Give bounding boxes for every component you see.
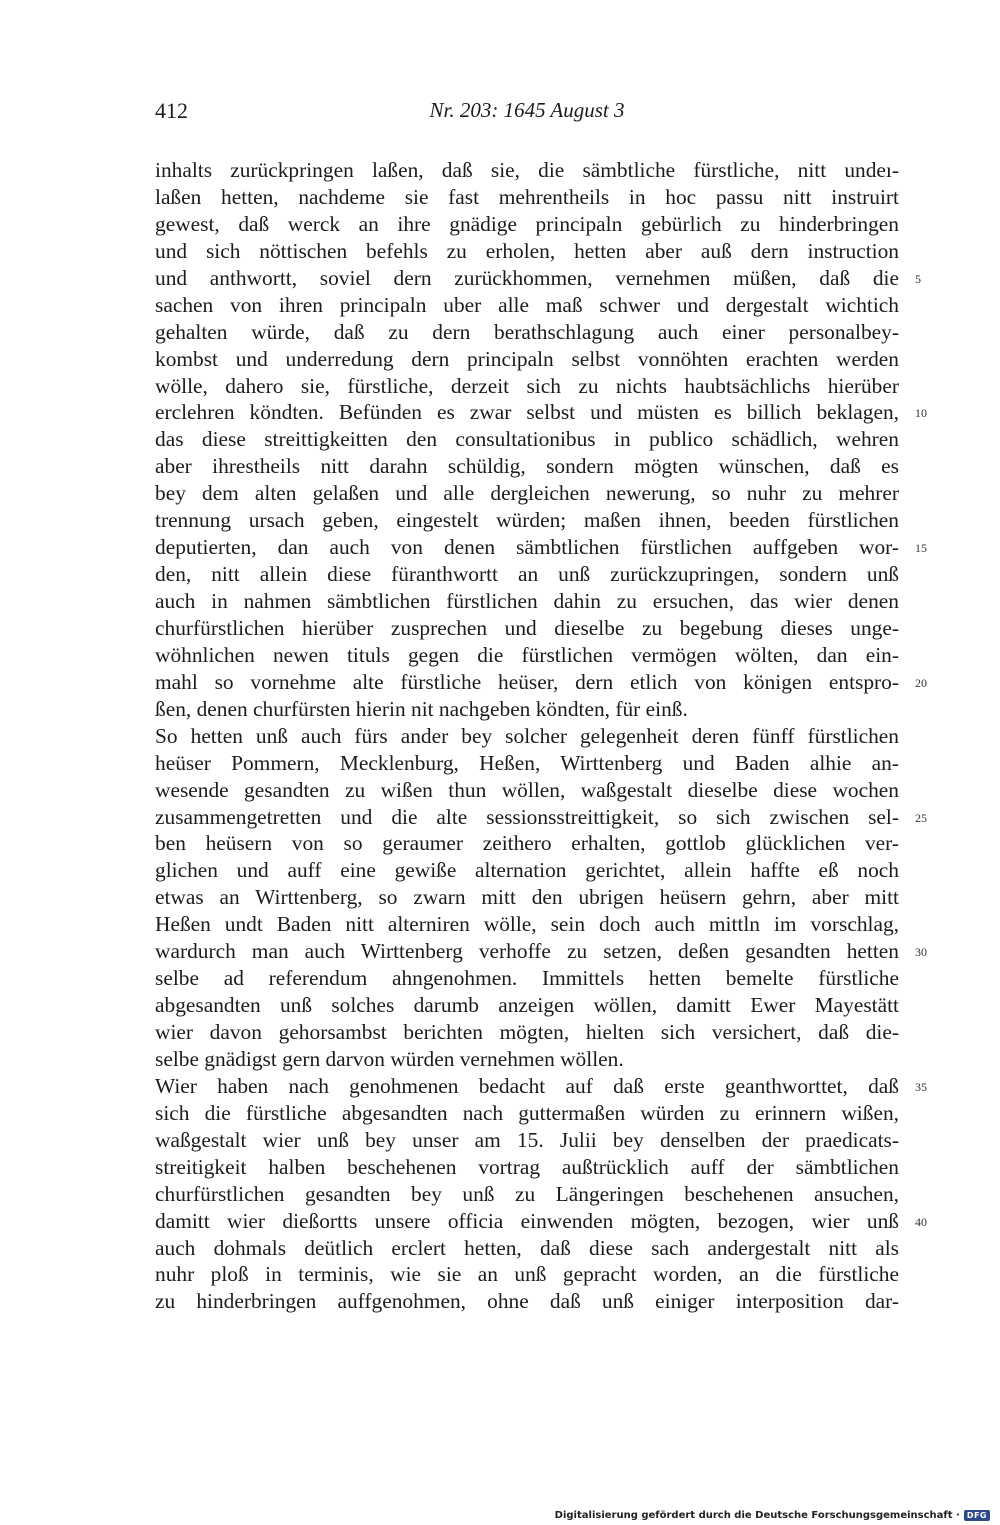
line-text: auch in nahmen sämbtlichen fürstlichen dahin zu ersuchen, das wier denen — [155, 589, 899, 613]
text-line — [155, 1208, 927, 1235]
text-line — [155, 696, 899, 723]
line-text: Heßen undt Baden nitt alterniren wölle, sein doch auch mittln im vorschlag, — [155, 912, 899, 937]
text-line — [155, 426, 899, 453]
line-text: selbe ad referendum ahngenohmen. Immittels hetten bemelte fürstliche — [155, 966, 899, 991]
text-line — [155, 399, 927, 426]
line-text: zu hinderbringen auffgenohmen, ohne daß unß einiger interposition dar- — [155, 1289, 899, 1314]
line-text: und anthwortt, soviel dern zurückhommen, vernehmen müßen, daß die — [155, 265, 899, 290]
line-text: deputierten, dan auch von denen sämbtlichen fürstlichen auffgeben wor- — [155, 535, 899, 560]
digitization-credit — [555, 1510, 990, 1521]
line-number: 20 — [915, 675, 927, 690]
credit-text: Digitalisierung gefördert durch die Deutsche Forschungsgemeinschaft · — [554, 1510, 960, 1521]
text-line — [155, 319, 899, 346]
text-line — [155, 1261, 899, 1288]
text-line — [155, 1288, 899, 1315]
text-line — [155, 669, 927, 696]
text-line — [155, 157, 899, 184]
text-line — [155, 561, 899, 588]
body-text — [155, 157, 927, 1315]
line-text: aber ihrestheils nitt darahn schüldig, sondern mögten wünschen, daß es — [155, 454, 899, 479]
text-line — [155, 346, 899, 373]
line-text: waßgestalt wier unß bey unser am 15. Julii bey denselben der praedicats- — [155, 1127, 899, 1152]
line-text: So hetten unß auch fürs ander bey solcher gelegenheit deren fünff fürstlichen — [155, 723, 899, 748]
line-text: auch dohmals deütlich erclert hetten, daß diese sach andergestalt nitt als — [155, 1235, 899, 1260]
line-text: churfürstlichen hierüber zusprechen und dieselbe zu begebung dieses unge- — [155, 615, 899, 640]
line-number: 5 — [915, 271, 921, 286]
text-line — [155, 588, 899, 615]
line-text: wölle, dahero sie, fürstliche, derzeit sich zu nichts haubtsächlichs hierüber — [155, 373, 899, 398]
line-text: inhalts zurückpringen laßen, daß sie, die sämbtliche fürstliche, nitt undeı- — [155, 158, 899, 182]
line-text: etwas an Wirttenberg, so zwarn mitt den ubrigen heüsern gehrn, aber mitt — [155, 885, 899, 910]
dfg-logo-icon: DFG — [964, 1510, 990, 1521]
text-line — [155, 184, 899, 211]
page-header — [155, 98, 899, 132]
text-line — [155, 884, 899, 911]
text-line — [155, 1127, 899, 1154]
text-line — [155, 238, 899, 265]
text-line — [155, 265, 921, 292]
line-text: den, nitt allein diese füranthwortt an unß zurückzupringen, sondern unß — [155, 562, 899, 587]
text-line — [155, 1046, 899, 1073]
text-line — [155, 453, 899, 480]
line-text: abgesandten unß solches darumb anzeigen wöllen, damitt Ewer Mayestätt — [155, 993, 899, 1018]
line-text: sich die fürstliche abgesandten nach guttermaßen würden zu erinnern wißen, — [155, 1100, 899, 1125]
line-text: das diese streittigkeitten den consultationibus in publico schädlich, wehren — [155, 427, 899, 452]
line-text: kombst und underredung dern principaln selbst vonnöhten erachten werden — [155, 346, 899, 371]
line-number: 25 — [915, 810, 927, 825]
text-line — [155, 965, 899, 992]
line-text: gewest, daß werck an ihre gnädige principaln gebürlich zu hinderbringen — [155, 211, 899, 236]
line-text: churfürstlichen gesandten bey unß zu Längeringen beschehenen ansuchen, — [155, 1181, 899, 1206]
line-text: ben heüsern von so geraumer zeithero erhalten, gottlob glücklichen ver- — [155, 831, 899, 856]
text-line — [155, 211, 899, 238]
line-text: und sich nöttischen befehls zu erholen, hetten aber auß dern instruction — [155, 238, 899, 263]
text-line — [155, 804, 927, 831]
line-number: 15 — [915, 541, 927, 556]
line-text: streitigkeit halben beschehenen vortrag außtrücklich auff der sämbtlichen — [155, 1154, 899, 1179]
line-text: bey dem alten gelaßen und alle dergleichen newerung, so nuhr zu mehrer — [155, 481, 899, 506]
text-line — [155, 911, 899, 938]
text-line — [155, 534, 927, 561]
line-text: zusammengetretten und die alte sessionsstreittigkeit, so sich zwischen sel- — [155, 804, 899, 829]
line-text: mahl so vornehme alte fürstliche heüser, dern etlich von königen entspro- — [155, 669, 899, 694]
text-line — [155, 642, 899, 669]
line-text: gehalten würde, daß zu dern berathschlagung auch einer personalbey- — [155, 319, 899, 344]
text-line — [155, 480, 899, 507]
text-line — [155, 373, 899, 400]
text-line — [155, 507, 899, 534]
line-text: trennung ursach geben, eingestelt würden; maßen ihnen, beeden fürstlichen — [155, 508, 899, 533]
line-text: damitt wier dießortts unsere officia einwenden mögten, bezogen, wier unß — [155, 1208, 899, 1233]
line-number: 40 — [915, 1214, 927, 1229]
line-text: sachen von ihren principaln uber alle maß schwer und dergestalt wichtich — [155, 292, 899, 317]
text-line — [155, 615, 899, 642]
page-number: 412 — [155, 98, 188, 123]
line-text: wesende gesandten zu wißen thun wöllen, waßgestalt dieselbe diese wochen — [155, 777, 899, 802]
line-text: ßen, denen churfürsten hierin nit nachgeben köndten, für einß. — [155, 696, 688, 721]
text-line — [155, 1100, 899, 1127]
line-text: nuhr ploß in terminis, wie sie an unß gepracht worden, an die fürstliche — [155, 1262, 899, 1287]
line-text: wier davon gehorsambst berichten mögten, hielten sich versichert, daß die- — [155, 1020, 899, 1044]
text-line — [155, 938, 927, 965]
line-number: 10 — [915, 406, 927, 421]
text-line — [155, 992, 899, 1019]
text-line — [155, 1181, 899, 1208]
line-text: wardurch man auch Wirttenberg verhoffe zu setzen, deßen gesandten hetten — [155, 939, 899, 964]
line-number: 35 — [915, 1079, 927, 1094]
text-line — [155, 1235, 899, 1262]
text-line — [155, 1019, 899, 1046]
line-text: wöhnlichen newen tituls gegen die fürstlichen vermögen wölten, dan ein- — [155, 642, 899, 667]
text-line — [155, 1073, 927, 1100]
text-line — [155, 723, 899, 750]
text-line — [155, 857, 899, 884]
text-line — [155, 830, 899, 857]
text-line — [155, 292, 899, 319]
line-number: 30 — [915, 945, 927, 960]
line-text: erclehren köndten. Befünden es zwar selbst und müsten es billich beklagen, — [155, 400, 899, 425]
text-line — [155, 750, 899, 777]
line-text: heüser Pommern, Mecklenburg, Heßen, Wirttenberg und Baden alhie an- — [155, 750, 899, 775]
line-text: glichen und auff eine gewiße alternation gerichtet, allein haffte eß noch — [155, 858, 899, 883]
line-text: selbe gnädigst gern darvon würden vernehmen wöllen. — [155, 1046, 624, 1071]
line-text: laßen hetten, nachdeme sie fast mehrentheils in hoc passu nitt instruirt — [155, 184, 899, 209]
line-text: Wier haben nach genohmenen bedacht auf daß erste geanthworttet, daß — [155, 1073, 899, 1098]
text-line — [155, 777, 899, 804]
running-head: Nr. 203: 1645 August 3 — [429, 98, 625, 122]
text-line — [155, 1154, 899, 1181]
